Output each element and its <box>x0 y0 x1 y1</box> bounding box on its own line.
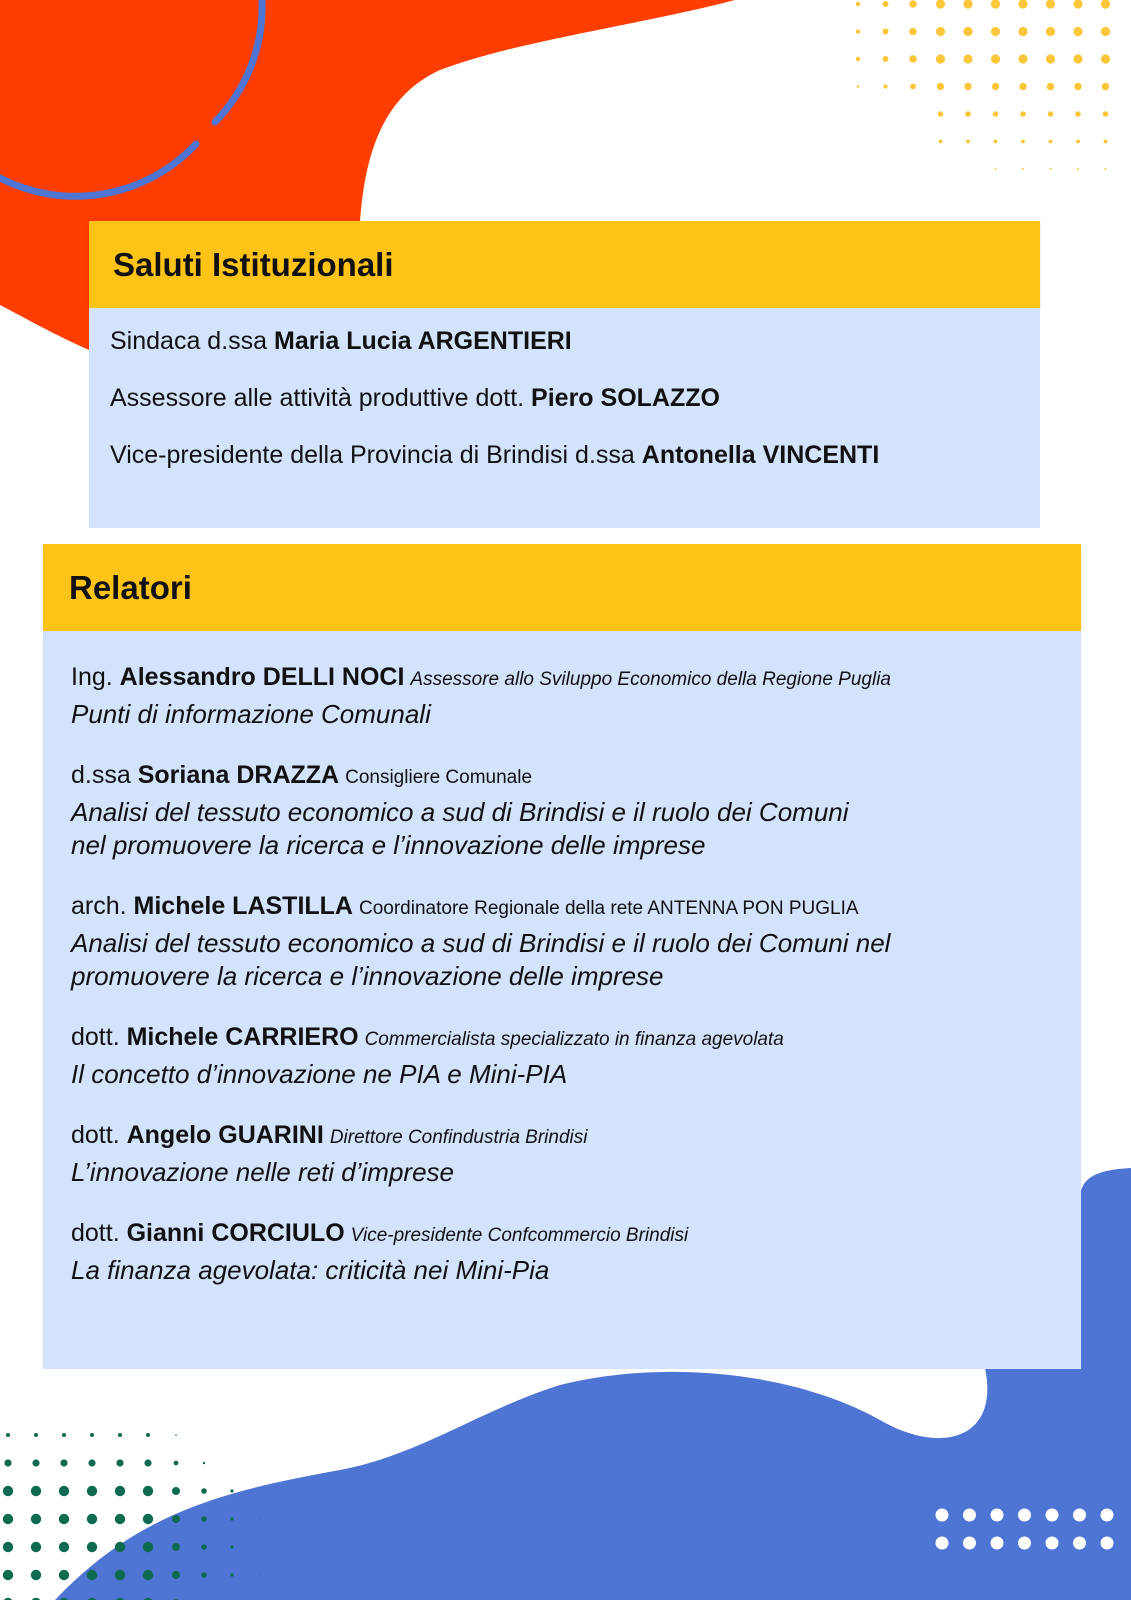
topic-line: promuovere la ricerca e l’innovazione delle imprese <box>71 961 664 991</box>
dot <box>964 83 971 90</box>
dot <box>883 1 889 7</box>
dot <box>116 1459 123 1466</box>
dot <box>1049 140 1053 144</box>
saluto-role: Vice-presidente della Provincia di Brindisi d.ssa <box>110 441 642 469</box>
dot <box>991 27 1000 36</box>
relatore-heading <box>71 1021 1061 1056</box>
dot <box>31 1542 41 1552</box>
dot <box>115 1570 125 1580</box>
dot <box>201 1516 207 1522</box>
relatore-topic <box>71 927 1061 993</box>
dot <box>172 1571 180 1579</box>
relatore-role: Assessore allo Sviluppo Economico della Regione Puglia <box>410 669 891 690</box>
relatore-heading <box>71 1217 1061 1252</box>
dot <box>59 1570 69 1580</box>
dot <box>965 111 971 117</box>
relatore-item <box>71 1217 1061 1287</box>
topic-line: Il concetto d’innovazione ne PIA e Mini-PIA <box>71 1059 568 1089</box>
relatore-topic <box>71 796 1061 862</box>
dot <box>59 1542 69 1552</box>
dot <box>963 27 972 36</box>
dot <box>939 140 943 144</box>
dot <box>87 1514 97 1524</box>
dot <box>963 0 972 9</box>
dot <box>59 1514 69 1524</box>
topic-line: L’innovazione nelle reti d’imprese <box>71 1157 455 1187</box>
dot <box>1046 1537 1059 1550</box>
saluto-item <box>110 440 1020 470</box>
dot <box>175 1434 177 1436</box>
dot <box>1046 54 1055 63</box>
relatore-heading <box>71 1119 1061 1154</box>
dot <box>1018 27 1027 36</box>
relatore-item <box>71 1119 1061 1189</box>
dot <box>993 111 999 117</box>
dot <box>143 1542 153 1552</box>
yellow-dot-pattern <box>856 0 1110 170</box>
relatore-title-prefix: dott. <box>71 1121 127 1149</box>
dot <box>1073 1537 1086 1550</box>
dot <box>1105 168 1107 170</box>
dot <box>1073 27 1082 36</box>
dot <box>230 1573 233 1576</box>
relatore-item <box>71 1021 1061 1091</box>
topic-line: Analisi del tessuto economico a sud di Brindisi e il ruolo dei Comuni nel <box>71 928 891 958</box>
relatore-title-prefix: arch. <box>71 892 134 920</box>
dot <box>1075 111 1081 117</box>
dot <box>1077 168 1079 170</box>
dot <box>936 54 945 63</box>
dot <box>909 28 917 36</box>
relatore-title-prefix: d.ssa <box>71 761 138 789</box>
dot <box>1047 83 1054 90</box>
relatore-role: Coordinatore Regionale della rete ANTENNA PON PUGLIA <box>359 898 859 919</box>
dot <box>1103 111 1109 117</box>
dot <box>1046 1509 1059 1522</box>
dot <box>90 1433 94 1437</box>
dot <box>1020 111 1026 117</box>
dot <box>201 1572 207 1578</box>
dot <box>883 56 889 62</box>
saluto-name: Maria Lucia ARGENTIERI <box>274 327 572 355</box>
relatore-name: Alessandro DELLI NOCI <box>119 663 405 691</box>
dot <box>31 1514 41 1524</box>
relatore-role: Commercialista specializzato in finanza agevolata <box>364 1029 784 1050</box>
dot <box>1074 83 1081 90</box>
dot <box>3 1486 13 1496</box>
relatori-title: Relatori <box>69 568 192 606</box>
relatore-title-prefix: Ing. <box>71 663 120 691</box>
dot <box>909 0 917 8</box>
dot <box>3 1542 13 1552</box>
saluto-role: Assessore alle attività produttive dott. <box>110 384 532 412</box>
dot <box>1101 54 1110 63</box>
dot <box>992 83 999 90</box>
dot <box>4 1459 11 1466</box>
relatore-name: Angelo GUARINI <box>126 1121 324 1149</box>
dot <box>1022 168 1024 170</box>
dot <box>34 1433 38 1437</box>
dot <box>1073 1509 1086 1522</box>
relatore-topic <box>71 1058 1061 1091</box>
dot <box>1073 0 1082 9</box>
relatore-heading <box>71 661 1061 696</box>
dot <box>938 111 944 117</box>
dot <box>991 0 1000 9</box>
dot <box>994 140 998 144</box>
dot <box>1018 54 1027 63</box>
dot <box>936 0 945 9</box>
dot <box>937 83 944 90</box>
dot <box>883 29 889 35</box>
dot <box>144 1459 151 1466</box>
dot <box>172 1515 180 1523</box>
dot <box>115 1514 125 1524</box>
dot <box>32 1459 39 1466</box>
saluti-title: Saluti Istituzionali <box>113 245 394 283</box>
dot <box>201 1488 207 1494</box>
dot <box>59 1486 69 1496</box>
dot <box>31 1486 41 1496</box>
relatore-name: Soriana DRAZZA <box>137 761 340 789</box>
relatore-heading <box>71 890 1061 925</box>
saluti-list <box>89 308 1040 528</box>
dot <box>857 85 860 88</box>
saluto-item <box>110 326 1020 356</box>
topic-line: nel promuovere la ricerca e l’innovazione delle imprese <box>71 830 706 860</box>
dot <box>1019 83 1026 90</box>
dot <box>1018 1509 1031 1522</box>
saluti-header <box>89 221 1040 308</box>
dot <box>146 1433 150 1437</box>
dot <box>88 1459 95 1466</box>
saluto-role: Sindaca d.ssa <box>110 327 274 355</box>
topic-line: Punti di informazione Comunali <box>71 699 431 729</box>
dot <box>143 1570 153 1580</box>
dot <box>174 1461 179 1466</box>
dot <box>1018 1537 1031 1550</box>
dot <box>87 1542 97 1552</box>
relatore-item <box>71 890 1061 993</box>
dot <box>1101 0 1110 9</box>
topic-line: Analisi del tessuto economico a sud di Brindisi e il ruolo dei Comuni <box>71 797 849 827</box>
dot <box>172 1543 180 1551</box>
relatori-header <box>43 544 1081 631</box>
dot <box>1018 0 1027 9</box>
saluto-item <box>110 383 1020 413</box>
dot <box>118 1433 122 1437</box>
dot <box>883 84 887 88</box>
dot <box>31 1570 41 1580</box>
dot <box>936 1509 949 1522</box>
dot <box>260 1519 261 1520</box>
saluto-name: Antonella VINCENTI <box>641 441 880 469</box>
dot <box>1046 27 1055 36</box>
relatore-topic <box>71 1156 1061 1189</box>
relatore-heading <box>71 759 1061 794</box>
dot <box>115 1486 125 1496</box>
dot <box>201 1544 207 1550</box>
dot <box>143 1514 153 1524</box>
dot <box>1101 1509 1114 1522</box>
relatori-list <box>43 631 1081 1369</box>
dot <box>115 1542 125 1552</box>
dot <box>260 1491 261 1492</box>
dot <box>62 1433 66 1437</box>
topic-line: La finanza agevolata: criticità nei Mini-Pia <box>71 1255 550 1285</box>
dot <box>936 27 945 36</box>
dot <box>172 1487 180 1495</box>
dot <box>260 1547 261 1548</box>
relatore-name: Michele LASTILLA <box>133 892 353 920</box>
relatore-name: Michele CARRIERO <box>126 1023 359 1051</box>
dot <box>87 1486 97 1496</box>
dot <box>856 29 860 33</box>
dot <box>963 54 972 63</box>
dot <box>1104 140 1108 144</box>
dot <box>991 1509 1004 1522</box>
dot <box>963 1537 976 1550</box>
dot <box>1073 54 1082 63</box>
dot <box>856 2 860 6</box>
dot <box>1046 0 1055 9</box>
dot <box>1102 83 1109 90</box>
relatore-topic <box>71 1254 1061 1287</box>
dot <box>1050 168 1052 170</box>
relatore-name: Gianni CORCIULO <box>126 1219 345 1247</box>
relatore-role: Vice-presidente Confcommercio Brindisi <box>350 1225 689 1246</box>
dot <box>3 1570 13 1580</box>
dot <box>963 1509 976 1522</box>
relatore-role: Direttore Confindustria Brindisi <box>329 1127 588 1148</box>
relatore-title-prefix: dott. <box>71 1023 127 1051</box>
relatore-title-prefix: dott. <box>71 1219 127 1247</box>
saluto-name: Piero SOLAZZO <box>531 384 720 412</box>
relatori-section <box>43 544 1081 1369</box>
dot <box>995 168 997 170</box>
dot <box>87 1570 97 1580</box>
dot <box>230 1489 233 1492</box>
relatore-item <box>71 759 1061 862</box>
dot <box>991 54 1000 63</box>
dot <box>6 1433 10 1437</box>
saluti-istituzionali-section <box>89 221 1040 528</box>
dot <box>909 55 917 63</box>
dot <box>1101 27 1110 36</box>
dot <box>260 1575 261 1576</box>
dot <box>1021 140 1025 144</box>
dot <box>3 1514 13 1524</box>
dot <box>230 1545 233 1548</box>
dot <box>936 1537 949 1550</box>
dot <box>1101 1537 1114 1550</box>
dot <box>203 1462 205 1464</box>
dot <box>60 1459 67 1466</box>
dot <box>1076 140 1080 144</box>
dot <box>966 140 970 144</box>
dot <box>1048 111 1054 117</box>
dot <box>230 1517 233 1520</box>
dot <box>856 57 860 61</box>
relatore-topic <box>71 698 1061 731</box>
dot <box>143 1486 153 1496</box>
relatore-item <box>71 661 1061 731</box>
dot <box>910 84 916 90</box>
relatore-role: Consigliere Comunale <box>345 767 533 788</box>
dot <box>991 1537 1004 1550</box>
